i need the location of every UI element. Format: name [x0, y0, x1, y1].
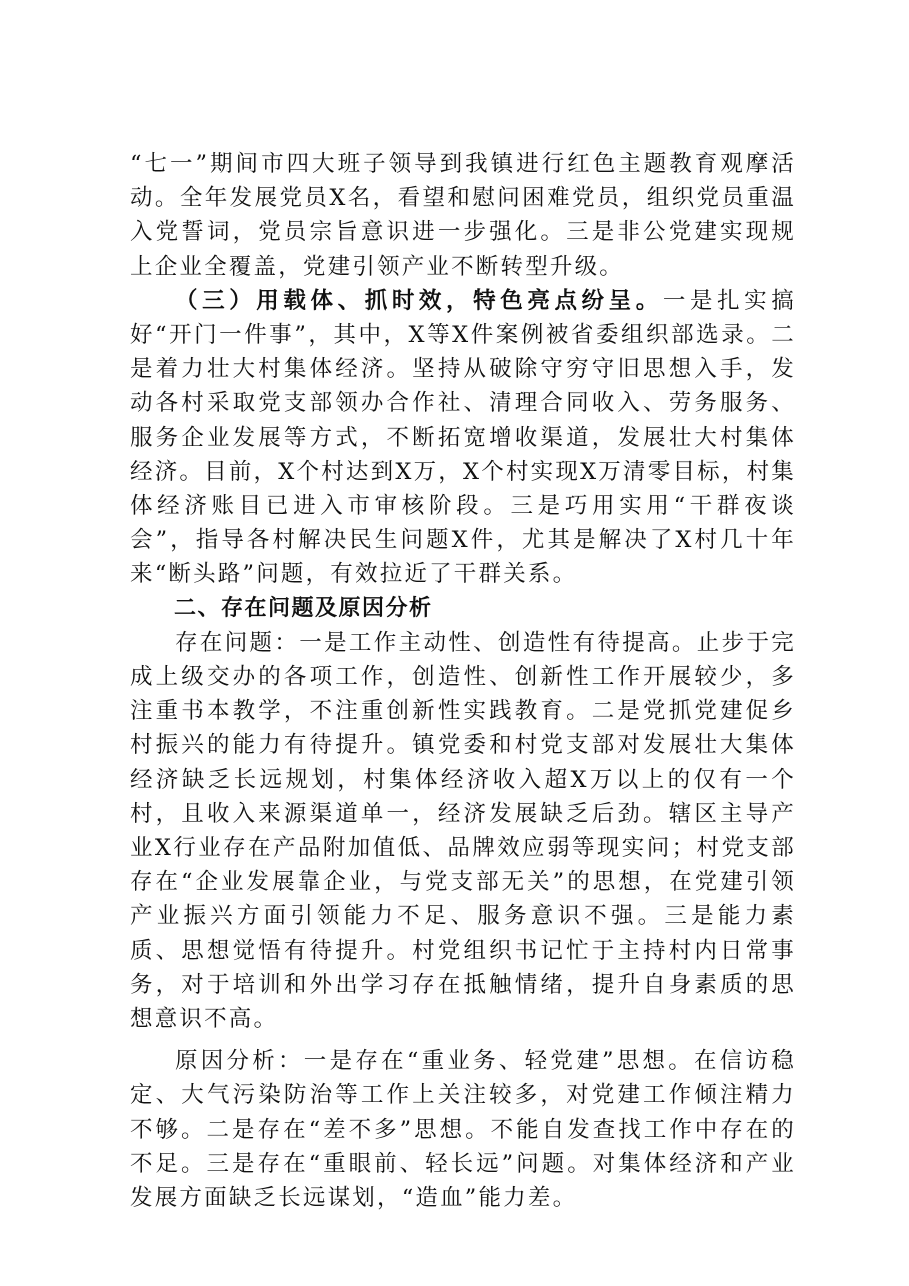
document-body [130, 147, 796, 1215]
paragraph-carrier-highlights [130, 284, 796, 592]
paragraph-problems: 存在问题：一是工作主动性、创造性有待提高。止步于完成上级交办的各项工作，创造性、创新性工作开展较少，多注重书本教学，不注重创新性实践教育。二是党抓党建促乡村振兴的能力有待提升。镇党委和村党支部对发展壮大集体经济缺乏长远规划，村集体经济收入超X万以上的仅有一个村，且收入来源渠道单一，经济发展缺乏后劲。辖区主导产业X行业存在产品附加值低、品牌效应弱等现实问；村党支部存在“企业发展靠企业，与党支部无关”的思想，在党建引领产业振兴方面引领能力不足、服务意识不强。三是能力素质、思想觉悟有待提升。村党组织书记忙于主持村内日常事务，对于培训和外出学习存在抵触情绪，提升自身素质的思想意识不高。 [130, 629, 796, 1033]
paragraph-causes: 原因分析：一是存在“重业务、轻党建”思想。在信访稳定、大气污染防治等工作上关注较多，对党建工作倾注精力不够。二是存在“差不多”思想。不能自发查找工作中存在的不足。三是存在“重眼前、轻长远”问题。对集体经济和产业发展方面缺乏长远谋划，“造血”能力差。 [130, 1048, 796, 1212]
paragraph-text: 一是扎实搞好“开门一件事”，其中，X等X件案例被省委组织部选录。二是着力壮大村集体经济。坚持从破除守穷守旧思想入手，发动各村采取党支部领办合作社、清理合同收入、劳务服务、服务企业发展等方式，不断拓宽增收渠道，发展壮大村集体经济。目前，X个村达到X万，X个村实现X万清零目标，村集体经济账目已进入市审核阶段。三是巧用实用“干群夜谈会”，指导各村解决民生问题X件，尤其是解决了X村几十年来“断头路”问题，有效拉近了干群关系。 [130, 287, 796, 588]
paragraph-party-activities [130, 147, 796, 284]
subsection-heading-3: （三）用载体、抓时效，特色亮点纷呈。 [175, 287, 663, 314]
paragraph-text: “七一”期间市四大班子领导到我镇进行红色主题教育观摩活动。全年发展党员X名，看望和慰问困难党员，组织党员重温入党誓词，党员宗旨意识进一步强化。三是非公党建实现规上企业全覆盖，党建引领产业不断转型升级。 [130, 151, 796, 280]
section-heading-2: 二、存在问题及原因分析 [174, 595, 433, 621]
